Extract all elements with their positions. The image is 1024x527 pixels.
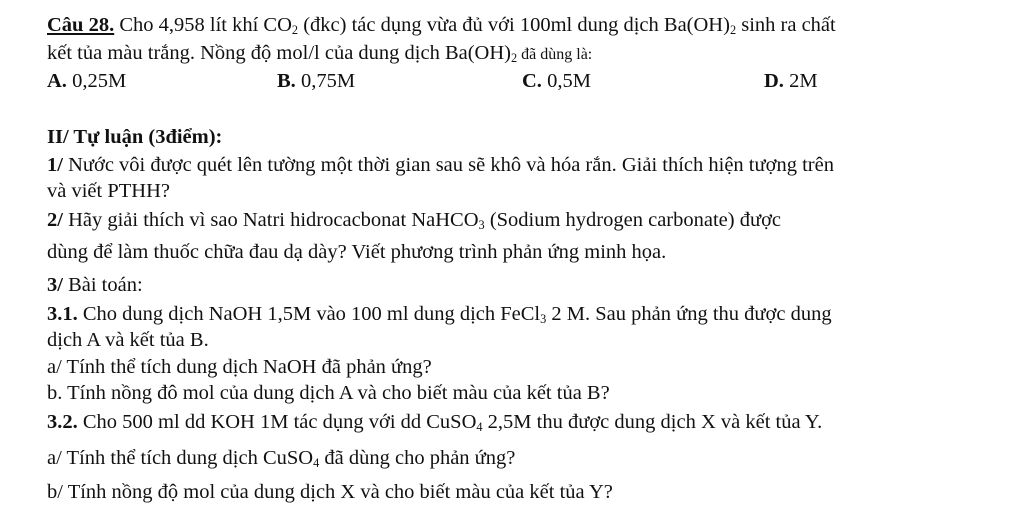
- item-text: a/ Tính thể tích dung dịch CuSO: [47, 447, 314, 469]
- option-d: [764, 68, 818, 94]
- section-title: II/ Tự luận (3điểm):: [47, 126, 223, 148]
- item-text: a/ Tính thể tích dung dịch NaOH đã phản ứng?: [47, 356, 432, 378]
- subscript: 2: [291, 23, 299, 38]
- q32-part-b: [47, 479, 613, 505]
- p1-line-1: [47, 152, 834, 178]
- item-number: 3.2.: [47, 411, 78, 433]
- q28-text: Cho 4,958 lít khí CO: [114, 14, 292, 36]
- p2-line-1: [47, 207, 781, 233]
- q28-line-2: [47, 40, 592, 68]
- p2-line-2: [47, 239, 666, 265]
- item-text: Bài toán:: [62, 274, 143, 296]
- q28-text: kết tủa màu trắng. Nồng độ mol/l của dung dịch Ba(OH): [47, 42, 511, 64]
- item-text: (Sodium hydrogen carbonate) được: [484, 209, 782, 231]
- item-text: và viết PTHH?: [47, 180, 170, 202]
- q31-line-1: [47, 301, 832, 327]
- option-text: 0,5M: [541, 70, 591, 92]
- option-a: [47, 68, 126, 94]
- option-text: 0,25M: [66, 70, 127, 92]
- option-letter: B.: [277, 70, 296, 92]
- item-text: dịch A và kết tủa B.: [47, 329, 209, 351]
- option-text: 2M: [783, 70, 818, 92]
- item-text: Cho dung dịch NaOH 1,5M vào 100 ml dung dịch FeCl: [77, 303, 541, 325]
- item-text: b. Tính nồng đô mol của dung dịch A và cho biết màu của kết tủa B?: [47, 382, 610, 404]
- item-number: 2/: [47, 209, 63, 231]
- q31-part-b: [47, 380, 610, 406]
- p3-title: [47, 272, 143, 298]
- item-text: b/ Tính nồng độ mol của dung dịch X và cho biết màu của kết tủa Y?: [47, 481, 613, 503]
- item-text: đã dùng cho phản ứng?: [319, 447, 516, 469]
- option-b: [277, 68, 355, 94]
- option-letter: A.: [47, 70, 67, 92]
- option-letter: D.: [764, 70, 784, 92]
- section-heading: [47, 124, 222, 150]
- subscript: 4: [476, 420, 483, 435]
- item-number: 3.1.: [47, 303, 78, 325]
- p1-line-2: [47, 178, 170, 204]
- subscript: 2: [511, 51, 518, 66]
- q32-line-1: [47, 409, 822, 435]
- subscript: 3: [540, 312, 547, 327]
- subscript: 3: [478, 218, 485, 233]
- q28-label: Câu 28.: [47, 14, 115, 36]
- q28-text: đã dùng là:: [517, 46, 593, 63]
- item-text: Nước vôi được quét lên tường một thời gian sau sẽ khô và hóa rắn. Giải thích hiện tượng trên: [62, 154, 834, 176]
- item-text: Cho 500 ml dd KOH 1M tác dụng với dd CuSO: [77, 411, 477, 433]
- q28-text: (đkc) tác dụng vừa đủ với 100ml dung dịch Ba(OH): [298, 14, 730, 36]
- subscript: 4: [313, 456, 320, 471]
- q31-part-a: [47, 354, 432, 380]
- item-number: 3/: [47, 274, 63, 296]
- item-text: 2,5M thu được dung dịch X và kết tủa Y.: [482, 411, 823, 433]
- q32-part-a: [47, 445, 515, 471]
- subscript: 2: [729, 23, 737, 38]
- item-number: 1/: [47, 154, 63, 176]
- option-c: [522, 68, 591, 94]
- q31-line-2: [47, 327, 209, 353]
- option-text: 0,75M: [295, 70, 356, 92]
- q28-line-1: [47, 12, 836, 38]
- option-letter: C.: [522, 70, 542, 92]
- item-text: Hãy giải thích vì sao Natri hidrocacbonat NaHCO: [62, 209, 479, 231]
- item-text: dùng để làm thuốc chữa đau dạ dày? Viết phương trình phản ứng minh họa.: [47, 241, 667, 263]
- item-text: 2 M. Sau phản ứng thu được dung: [546, 303, 832, 325]
- q28-text: sinh ra chất: [736, 14, 836, 36]
